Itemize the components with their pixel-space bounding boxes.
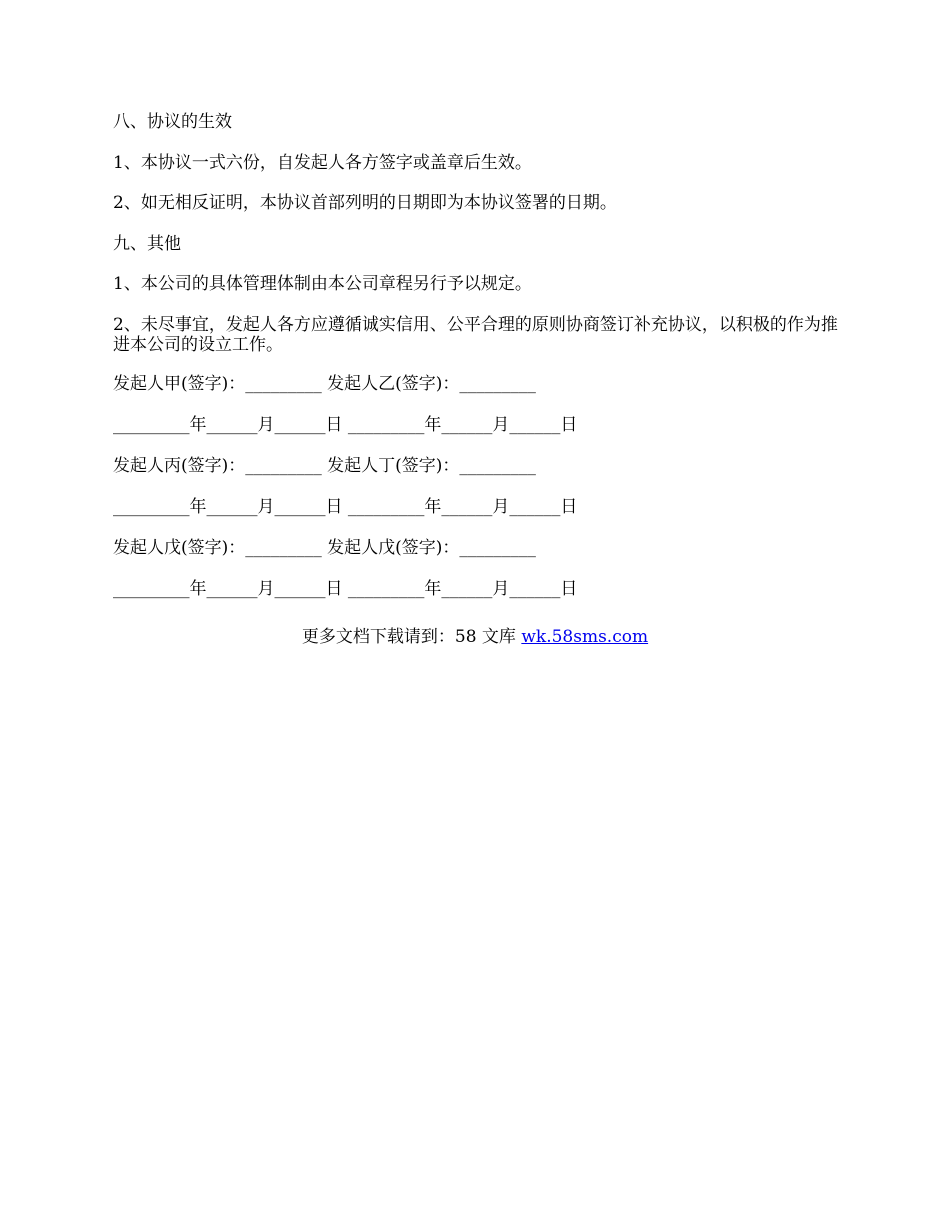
footer <box>0 627 950 647</box>
date-line-1: _________年______月______日 _________年______月______日 <box>113 414 578 435</box>
section-8-item-2: 2、如无相反证明，本协议首部列明的日期即为本协议签署的日期。 <box>113 193 617 213</box>
signature-line-jia-yi: 发起人甲(签字)：_________ 发起人乙(签字)：_________ <box>113 373 536 394</box>
section-9-item-1: 1、本公司的具体管理体制由本公司章程另行予以规定。 <box>113 274 532 294</box>
footer-link[interactable]: wk.58sms.com <box>521 627 649 647</box>
document-body <box>113 112 838 620</box>
date-line-3: _________年______月______日 _________年______月______日 <box>113 578 578 599</box>
signature-line-bing-ding: 发起人丙(签字)：_________ 发起人丁(签字)：_________ <box>113 455 536 476</box>
date-line-2: _________年______月______日 _________年______月______日 <box>113 496 578 517</box>
section-8-item-1: 1、本协议一式六份，自发起人各方签字或盖章后生效。 <box>113 152 532 173</box>
signature-line-wu-wu: 发起人戊(签字)：_________ 发起人戊(签字)：_________ <box>113 537 536 558</box>
section-8-heading: 八、协议的生效 <box>113 112 232 132</box>
section-9-item-2: 2、未尽事宜，发起人各方应遵循诚实信用、公平合理的原则协商签订补充协议，以积极的作为推进本公司的设立工作。 <box>113 314 838 355</box>
footer-text: 更多文档下载请到：58 文库 <box>301 627 522 647</box>
section-9-heading: 九、其他 <box>113 233 181 254</box>
